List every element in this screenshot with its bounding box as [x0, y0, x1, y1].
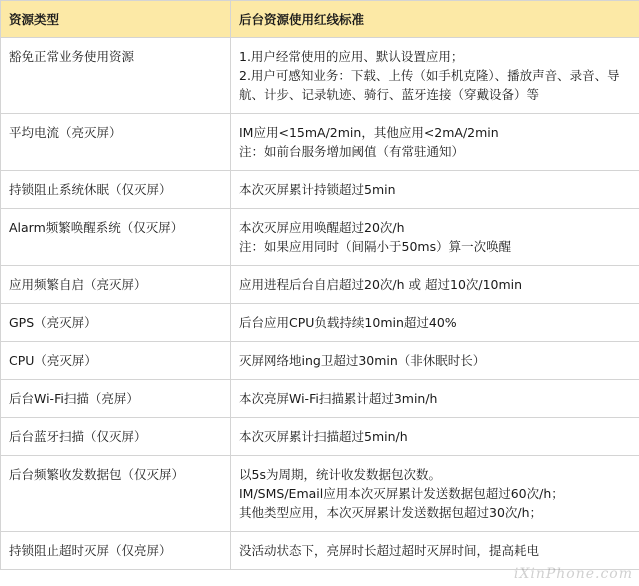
cell-resource-type [1, 209, 231, 266]
cell-standard [231, 171, 639, 209]
standard-line: 1.用户经常使用的应用、默认设置应用； [239, 49, 464, 64]
header-redline-standard: 后台资源使用红线标准 [231, 1, 639, 38]
resource-type-text: 持锁阻止系统休眠（仅灭屏） [9, 182, 172, 197]
table-row [1, 209, 639, 266]
resource-type-text: 后台Wi-Fi扫描（亮屏） [9, 391, 139, 406]
cell-standard [231, 114, 639, 171]
standard-line: 本次灭屏应用唤醒超过20次/h [239, 220, 405, 235]
table-header-row [1, 1, 639, 38]
cell-standard [231, 38, 639, 114]
standard-line: 本次灭屏累计扫描超过5min/h [239, 429, 408, 444]
standard-line: 本次亮屏Wi-Fi扫描累计超过3min/h [239, 391, 438, 406]
standard-line: 注：如果应用同时（间隔小于50ms）算一次唤醒 [239, 239, 512, 254]
table-row [1, 456, 639, 532]
resource-type-text: 持锁阻止超时灭屏（仅亮屏） [9, 543, 172, 558]
cell-resource-type [1, 304, 231, 342]
resource-type-text: 后台频繁收发数据包（仅灭屏） [9, 467, 185, 482]
cell-standard [231, 532, 639, 570]
cell-resource-type [1, 171, 231, 209]
header-resource-type: 资源类型 [1, 1, 231, 38]
standard-line: 后台应用CPU负载持续10min超过40% [239, 315, 457, 330]
cell-resource-type [1, 532, 231, 570]
resource-type-text: 应用频繁自启（亮灭屏） [9, 277, 147, 292]
table-row [1, 266, 639, 304]
cell-resource-type [1, 418, 231, 456]
cell-resource-type [1, 38, 231, 114]
standard-line: 2.用户可感知业务：下载、上传（如手机克隆）、播放声音、录音、导航、计步、记录轨迹、骑行、蓝牙连接（穿戴设备）等 [239, 68, 620, 102]
table-row [1, 342, 639, 380]
standard-line: IM/SMS/Email应用本次灭屏累计发送数据包超过60次/h； [239, 486, 564, 501]
resource-type-text: Alarm频繁唤醒系统（仅灭屏） [9, 220, 184, 235]
cell-resource-type [1, 456, 231, 532]
resource-type-text: CPU（亮灭屏） [9, 353, 97, 368]
cell-standard [231, 304, 639, 342]
cell-resource-type [1, 380, 231, 418]
table-row [1, 38, 639, 114]
cell-standard [231, 418, 639, 456]
cell-resource-type [1, 114, 231, 171]
resource-type-text: 后台蓝牙扫描（仅灭屏） [9, 429, 147, 444]
cell-resource-type [1, 342, 231, 380]
table-row [1, 114, 639, 171]
table-row [1, 380, 639, 418]
cell-standard [231, 380, 639, 418]
table-row [1, 171, 639, 209]
standard-line: 应用进程后台自启超过20次/h 或 超过10次/10min [239, 277, 523, 292]
standard-line: 注：如前台服务增加阈值（有常驻通知） [239, 144, 465, 159]
standard-line: 灭屏网络地ing卫超过30min（非休眠时长） [239, 353, 486, 368]
standard-line: 没活动状态下，亮屏时长超过超时灭屏时间，提高耗电 [239, 543, 540, 558]
resource-type-text: GPS（亮灭屏） [9, 315, 97, 330]
standard-line: 以5s为周期，统计收发数据包次数。 [239, 467, 441, 482]
table-row [1, 532, 639, 570]
cell-standard [231, 342, 639, 380]
table-row [1, 304, 639, 342]
resource-type-text: 平均电流（亮灭屏） [9, 125, 122, 140]
watermark-logo: iXinPhone.com [513, 566, 633, 582]
standard-line: 其他类型应用，本次灭屏累计发送数据包超过30次/h； [239, 505, 543, 520]
resource-type-text: 豁免正常业务使用资源 [9, 49, 135, 64]
cell-standard [231, 266, 639, 304]
cell-standard [231, 209, 639, 266]
cell-standard [231, 456, 639, 532]
cell-resource-type [1, 266, 231, 304]
standard-line: IM应用<15mA/2min，其他应用<2mA/2min [239, 125, 499, 140]
standard-line: 本次灭屏累计持锁超过5min [239, 182, 396, 197]
table-row [1, 418, 639, 456]
